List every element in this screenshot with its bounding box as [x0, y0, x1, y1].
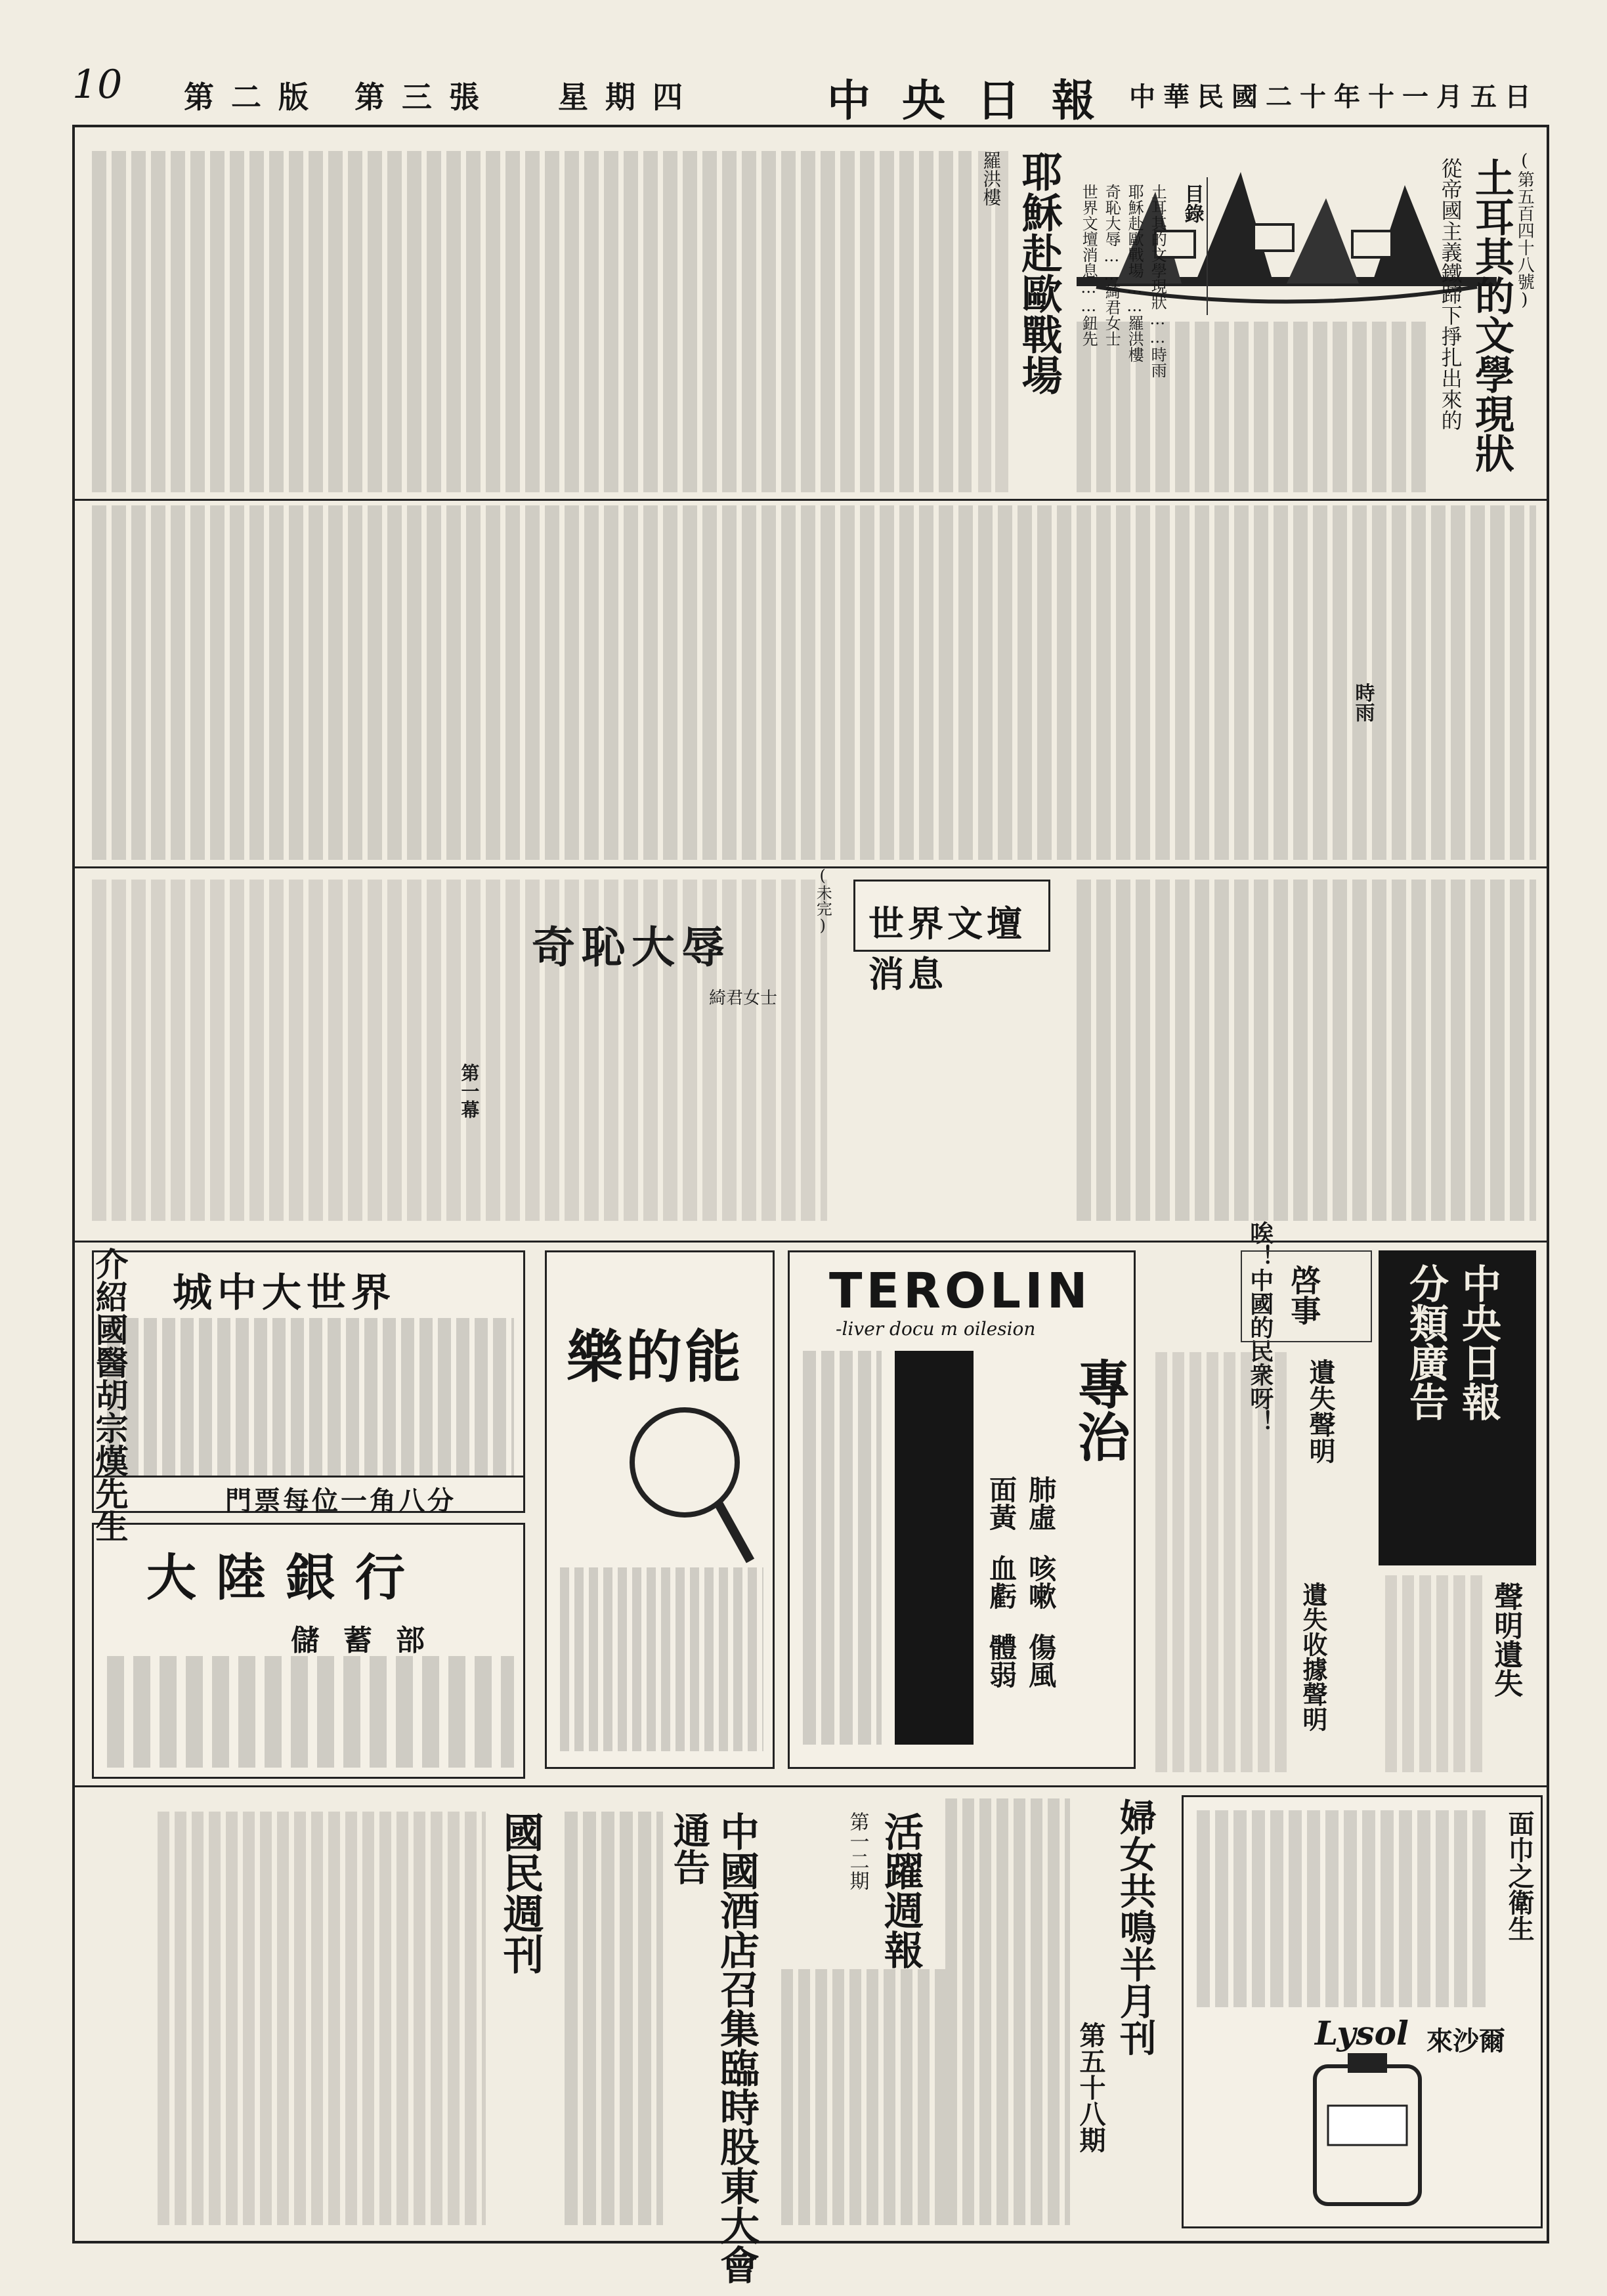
guomin-weekly-title: 國民週刊 — [496, 1812, 545, 1974]
lysol-heading: 面巾之衛生 — [1504, 1810, 1535, 1942]
lecithin-ad — [545, 1250, 775, 1769]
article-author-jesus: 羅洪樓 — [980, 151, 1002, 206]
classified-header — [1379, 1250, 1536, 1565]
ticket-bar — [94, 1476, 523, 1516]
terolin-item: 肺虛 — [1025, 1476, 1058, 1531]
classified-title-2: 分類廣告 — [1403, 1264, 1449, 1421]
lecithin-title: 樂的能 — [567, 1324, 744, 1390]
continued-note: (未完) — [813, 866, 832, 935]
article-author-turkey: 時雨 — [1351, 683, 1375, 722]
hotel-notice-label: 通告 — [667, 1812, 711, 1885]
contents-label: 目錄 — [1180, 184, 1204, 223]
handwritten-number: 10 — [72, 62, 123, 108]
body-text-block — [978, 151, 1011, 492]
bank-name: 大陸銀行 — [146, 1548, 425, 1607]
body-text-block — [781, 1969, 945, 2225]
body-text-block — [107, 1656, 514, 1768]
lysol-bottle-illustration — [1236, 2053, 1499, 2217]
contents-item: 世界文壇消息……鈕先 — [1079, 184, 1098, 347]
sheet-number: 第三張 — [354, 79, 496, 115]
body-text-block — [803, 1351, 882, 1745]
terolin-main: 專治 — [1069, 1357, 1130, 1462]
body-text-block — [1197, 1810, 1486, 2007]
contents-item: 奇恥大辱……綺君女士 — [1102, 184, 1121, 347]
body-text-block — [92, 151, 972, 492]
bank-ad — [92, 1523, 525, 1779]
body-text-block — [1077, 322, 1431, 492]
body-text-block — [1385, 1575, 1484, 1772]
world-news-header — [853, 880, 1050, 995]
article-subtitle-turkey: 從帝國主義鐵蹄下掙扎出來的 — [1438, 158, 1463, 431]
body-text-block — [107, 1318, 514, 1476]
terolin-item: 咳嗽 — [1025, 1554, 1058, 1609]
terolin-sub: -liver docu m oilesion — [836, 1318, 1036, 1340]
play-act: 第一幕 — [458, 1063, 481, 1118]
terolin-item: 傷風 — [1025, 1633, 1058, 1688]
contents-box — [1077, 177, 1208, 378]
bank-dept: 蓄 — [343, 1624, 372, 1657]
divider — [75, 1785, 1548, 1787]
body-text-block — [1077, 880, 1536, 1221]
weekly-title: 活躍週報 — [878, 1812, 924, 1969]
article-title-turkey: 土耳其的文學現狀 — [1468, 158, 1514, 473]
contents-item: 耶穌赴歐戰場……羅洪樓 — [1125, 184, 1144, 362]
women-periodical: 婦女共鳴半月刊 — [1113, 1798, 1157, 2056]
notice-box — [1241, 1250, 1372, 1342]
body-text-block — [945, 1798, 1070, 2225]
classified-title-1: 中央日報 — [1455, 1264, 1501, 1421]
hotel-notice-title: 中國酒店召集臨時股東大會 — [714, 1812, 760, 2284]
world-news-title: 世界文壇消息 — [868, 903, 1026, 995]
terolin-item: 血虧 — [985, 1554, 1018, 1609]
divider — [75, 499, 1548, 501]
bank-dept: 儲 — [291, 1624, 320, 1657]
statement-lost: 聲明遺失 — [1489, 1582, 1523, 1697]
body-text-block — [158, 1812, 486, 2225]
magnifier-illustration — [612, 1397, 757, 1567]
body-text-block — [565, 1812, 663, 2225]
page-number: 第二版 — [184, 79, 326, 115]
ticket-price: 門票每位一角八分 — [225, 1485, 456, 1516]
body-text-block — [92, 880, 827, 1221]
issue-date: 中華民國二十年十一月五日 — [1129, 82, 1539, 112]
supplement-issue: (第五百四十八號) — [1514, 151, 1535, 310]
terolin-item: 面黃 — [985, 1476, 1018, 1531]
weekday: 星期四 — [558, 79, 700, 115]
lost-notice: 遺失聲明 — [1305, 1359, 1336, 1464]
divider — [75, 866, 1548, 868]
terolin-ad — [788, 1250, 1136, 1769]
body-text-block — [560, 1567, 763, 1751]
lysol-brand: Lysol — [1315, 2014, 1409, 2052]
doctor-ad-title: 介紹國醫胡宗熯先生 — [90, 1247, 129, 1542]
lysol-cn: 來沙爾 — [1426, 2026, 1505, 2056]
divider — [75, 1241, 1548, 1243]
lost-receipt: 遺失收據聲明 — [1298, 1582, 1328, 1732]
paper-name: 中央日報 — [827, 75, 1126, 126]
verse-line: 唉！中國的民衆呀！ — [1246, 1221, 1274, 1434]
play-title: 奇恥大辱 — [532, 922, 731, 973]
terolin-brand: TEROLIN — [829, 1263, 1092, 1319]
terolin-item: 體弱 — [985, 1633, 1018, 1688]
terolin-product-band — [895, 1351, 974, 1745]
contents-item: 土耳其的文學現狀……時雨 — [1148, 184, 1167, 378]
masthead — [72, 62, 1549, 126]
body-text-block — [92, 505, 1536, 860]
notice-label: 啓事 — [1286, 1265, 1322, 1325]
play-author: 綺君女士 — [709, 989, 778, 1008]
article-title-jesus: 耶穌赴歐戰場 — [1015, 151, 1063, 395]
body-text-block — [1155, 1352, 1287, 1772]
bank-dept: 部 — [396, 1624, 425, 1657]
lysol-ad — [1182, 1795, 1543, 2228]
theater-name: 城中大世界 — [173, 1270, 396, 1316]
weekly-issue: 第一二期 — [846, 1812, 869, 1890]
women-issue: 第五十八期 — [1075, 2022, 1106, 2153]
theater-ad — [92, 1250, 525, 1516]
